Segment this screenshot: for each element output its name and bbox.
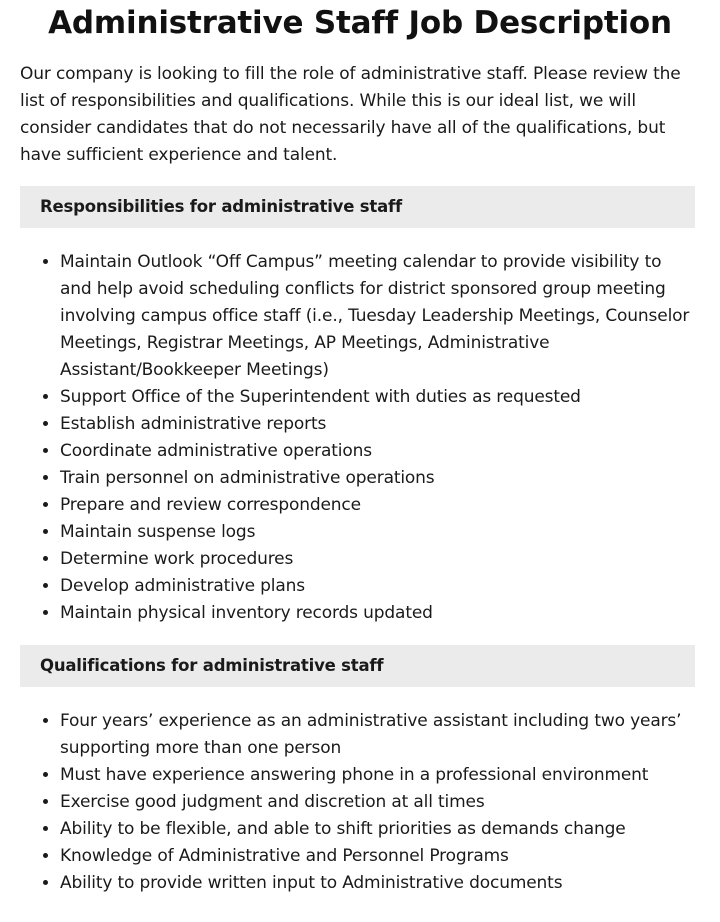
list-item: • Ability to provide written input to Administrative documents xyxy=(60,870,695,897)
list-item: • Ability to be flexible, and able to shift priorities as demands change xyxy=(60,816,695,843)
list-item: • Four years’ experience as an administrative assistant including two years’ supporting more than one person xyxy=(60,708,695,762)
list-item: • Train personnel on administrative operations xyxy=(60,465,695,492)
page-title: Administrative Staff Job Description xyxy=(48,5,672,41)
responsibilities-list xyxy=(20,249,695,627)
list-item: • Develop administrative plans xyxy=(60,573,695,600)
qualifications-list xyxy=(20,708,695,897)
list-item: • Must have experience answering phone in a professional environment xyxy=(60,762,695,789)
qualifications-heading: Qualifications for administrative staff xyxy=(20,645,695,687)
list-item: • Coordinate administrative operations xyxy=(60,438,695,465)
responsibilities-heading: Responsibilities for administrative staff xyxy=(20,186,695,228)
list-item: • Establish administrative reports xyxy=(60,411,695,438)
list-item: • Determine work procedures xyxy=(60,546,695,573)
list-item: • Maintain Outlook “Off Campus” meeting calendar to provide visibility to and help avoid scheduling conflicts for district sponsored group meeting involving campus office staff (i.e., Tuesday Leadership Meetings, Counselor Meetings, Registrar Meetings, AP Meetings, Administrative Assistant/Bookkeeper Meetings) xyxy=(60,249,695,384)
list-item: • Support Office of the Superintendent with duties as requested xyxy=(60,384,695,411)
intro-paragraph: Our company is looking to fill the role of administrative staff. Please review the list of responsibilities and qualifications. While this is our ideal list, we will consider candidates that do not necessarily have all of the qualifications, but have sufficient experience and talent. xyxy=(20,64,681,165)
list-item: • Exercise good judgment and discretion at all times xyxy=(60,789,695,816)
list-item: • Maintain physical inventory records updated xyxy=(60,600,695,627)
list-item: • Maintain suspense logs xyxy=(60,519,695,546)
list-item: • Prepare and review correspondence xyxy=(60,492,695,519)
list-item: • Knowledge of Administrative and Personnel Programs xyxy=(60,843,695,870)
